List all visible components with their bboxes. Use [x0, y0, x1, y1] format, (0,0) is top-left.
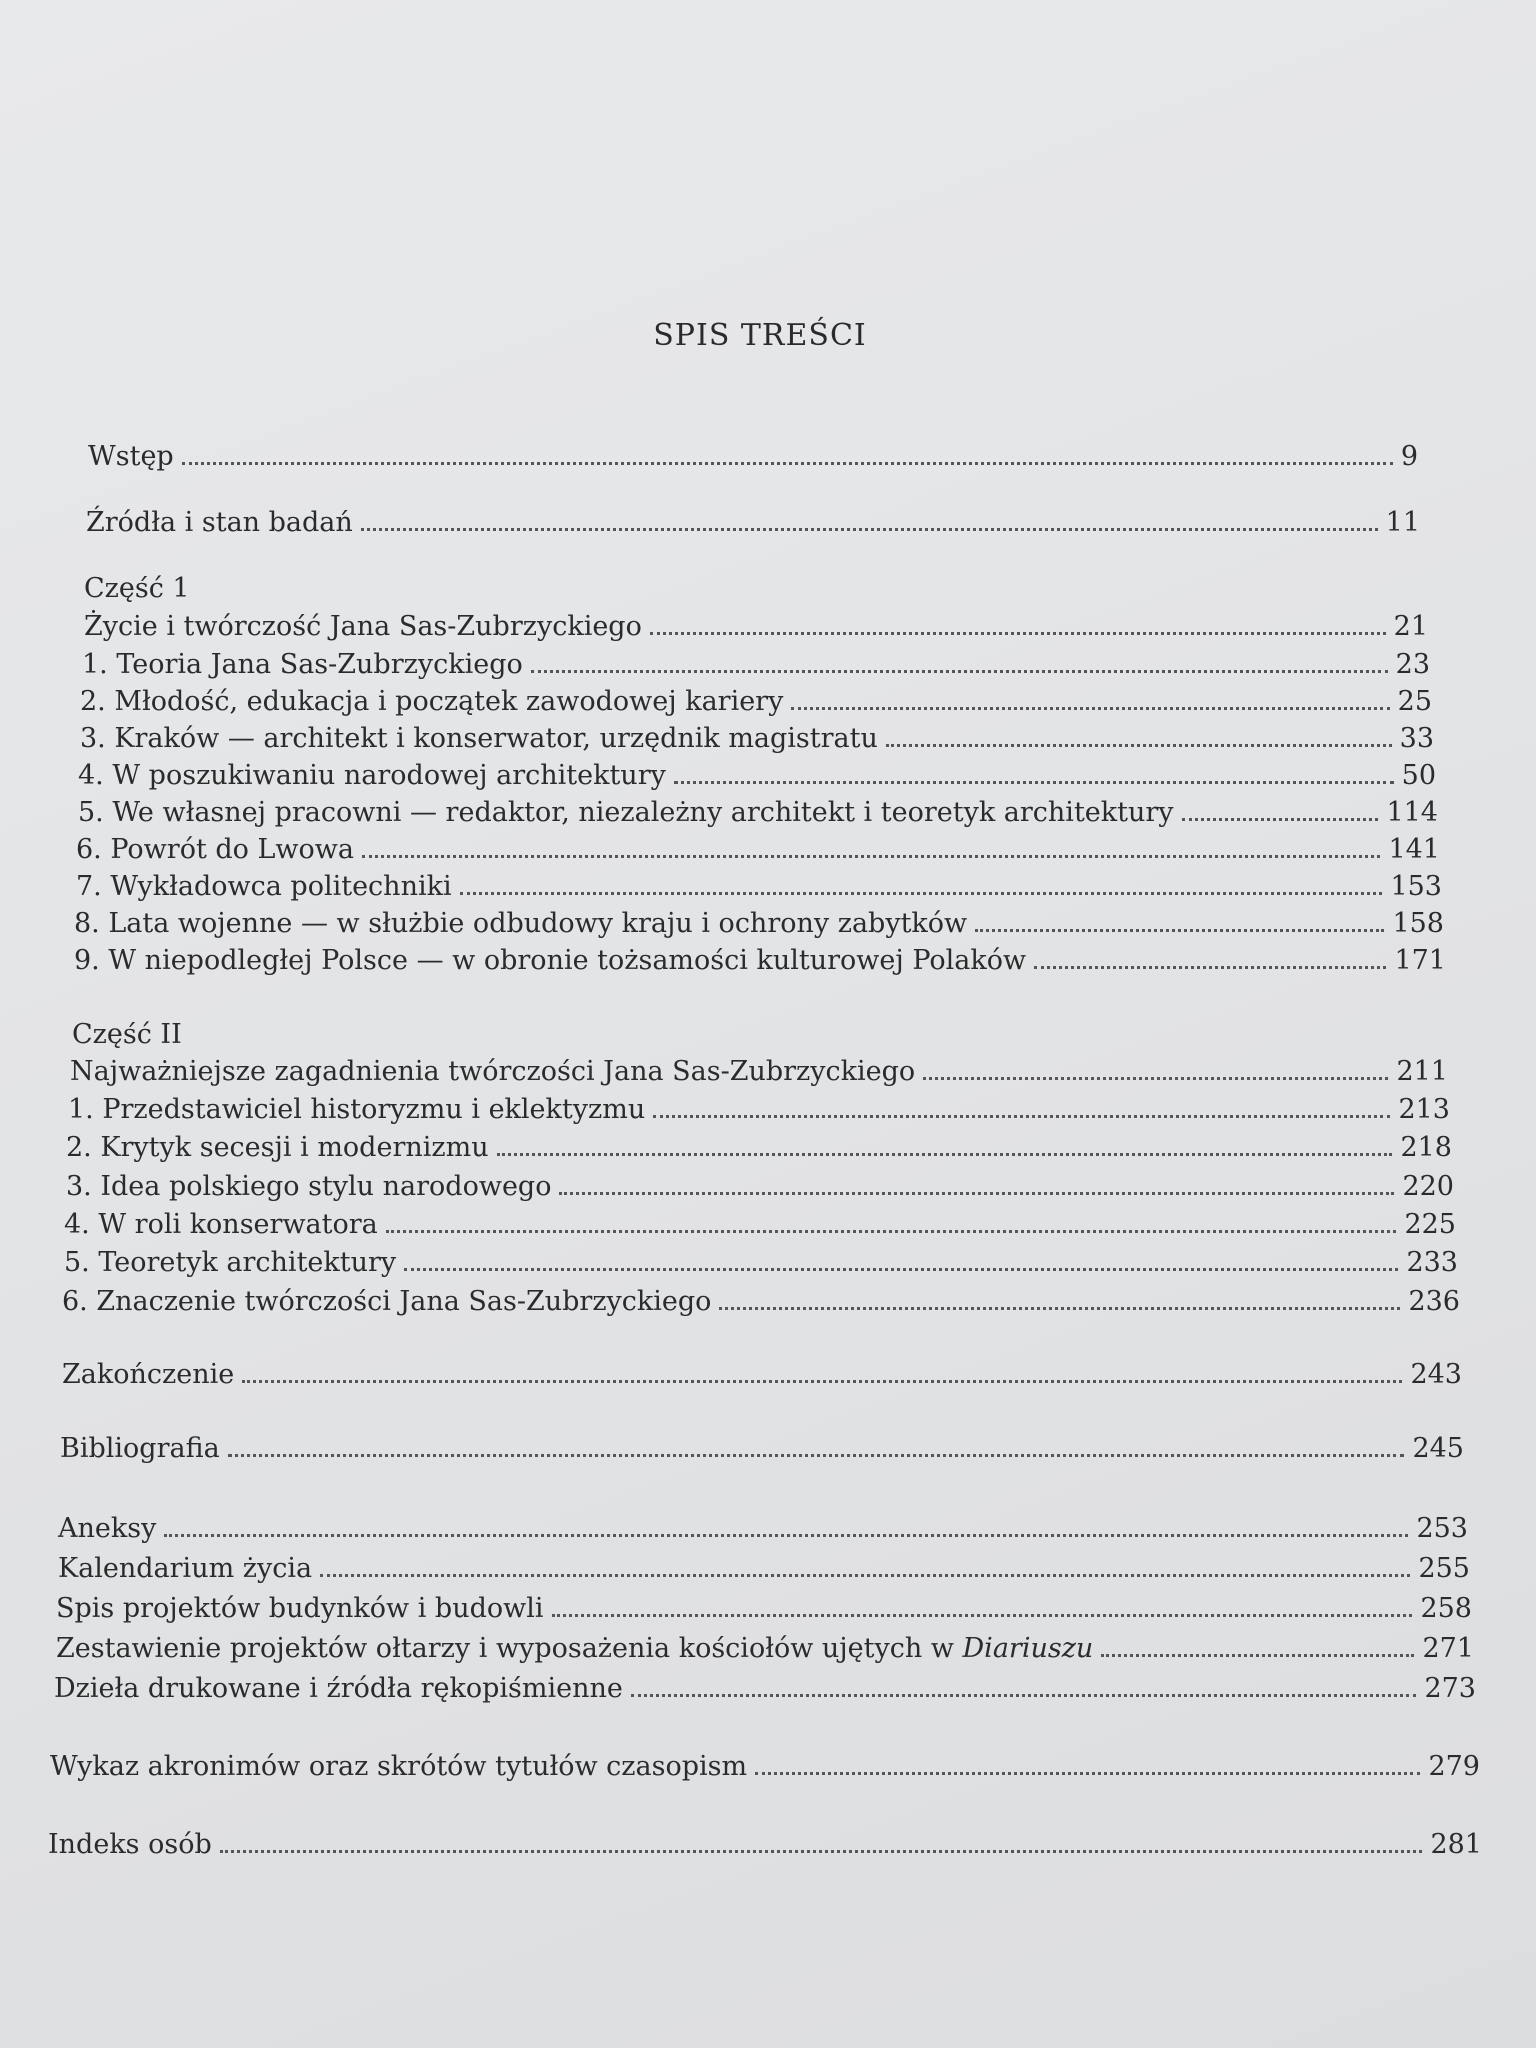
toc-entry-page: 220 [1402, 1171, 1454, 1202]
toc-entry-label: 5. Teoretyk architektury [64, 1247, 397, 1278]
dot-leader [361, 528, 1378, 531]
dot-leader [362, 855, 1380, 858]
toc-entry-page: 141 [1388, 834, 1440, 865]
dot-leader [1101, 1654, 1414, 1657]
toc-entry-label: Bibliografia [60, 1433, 220, 1464]
toc-entry-label: 4. W roli konserwatora [64, 1209, 378, 1240]
dot-leader [923, 1077, 1388, 1080]
toc-entry-page: 11 [1385, 507, 1420, 538]
toc-entry-label: Spis projektów budynków i budowli [56, 1593, 544, 1624]
toc-entry-page: 253 [1416, 1513, 1468, 1544]
dot-leader [631, 1694, 1417, 1697]
toc-entry-label: 6. Znaczenie twórczości Jana Sas-Zubrzyckiego [62, 1286, 712, 1317]
toc-entry-page: 255 [1418, 1553, 1470, 1584]
dot-leader [386, 1230, 1397, 1233]
toc-entry-label: Życie i twórczość Jana Sas-Zubrzyckiego [84, 611, 642, 642]
toc-entry [68, 1093, 1450, 1127]
dot-leader [886, 744, 1392, 747]
toc-entry [86, 506, 1420, 540]
toc-entry-label: 9. W niepodległej Polsce — w obronie tożsamości kulturowej Polaków [74, 945, 1027, 976]
toc-entry-page: 273 [1424, 1673, 1476, 1704]
dot-leader [552, 1614, 1413, 1617]
toc-entry-page: 279 [1428, 1751, 1480, 1782]
toc-entry-page: 33 [1399, 723, 1434, 754]
toc-entry [58, 1552, 1470, 1586]
toc-entry-page: 236 [1408, 1286, 1460, 1317]
toc-entry-page: 114 [1386, 797, 1438, 828]
toc-entry-label: Kalendarium życia [58, 1553, 313, 1584]
toc-entry-label: 1. Teoria Jana Sas-Zubrzyckiego [82, 649, 523, 680]
dot-leader [497, 1153, 1393, 1156]
toc-entry-page: 281 [1430, 1829, 1482, 1860]
toc-entry-page: 211 [1396, 1056, 1448, 1087]
dot-leader [674, 781, 1394, 784]
dot-leader [650, 632, 1386, 635]
dot-leader [228, 1454, 1405, 1457]
toc-entry [62, 1285, 1460, 1319]
toc-entry [60, 1432, 1464, 1466]
dot-leader [164, 1534, 1408, 1537]
toc-entry-page: 243 [1410, 1359, 1462, 1390]
toc-entry [74, 944, 1446, 978]
dot-leader [1182, 818, 1379, 821]
toc-entry-label: Dzieła drukowane i źródła rękopiśmienne [54, 1673, 623, 1704]
toc-entry [50, 1750, 1480, 1784]
toc-entry [70, 1055, 1448, 1089]
toc-entry-label: 6. Powrót do Lwowa [76, 834, 355, 865]
dot-leader [404, 1268, 1398, 1271]
toc-entry [76, 833, 1440, 867]
toc-entry-page: 25 [1397, 686, 1432, 717]
toc-entry-page: 23 [1395, 649, 1430, 680]
toc-entry-label: Najważniejsze zagadnienia twórczości Jana Sas-Zubrzyckiego [70, 1056, 916, 1087]
toc-entry [56, 1632, 1474, 1666]
dot-leader [220, 1850, 1423, 1853]
toc-entry-page: 245 [1412, 1433, 1464, 1464]
toc-entry [84, 610, 1428, 644]
toc-entry [88, 440, 1418, 474]
dot-leader [182, 462, 1393, 465]
toc-entry-label-text: Zestawienie projektów ołtarzy i wyposażenia kościołów ujętych w [56, 1633, 963, 1664]
dot-leader [531, 670, 1388, 673]
toc-entry [54, 1672, 1476, 1706]
dot-leader [719, 1307, 1400, 1310]
dot-leader [755, 1772, 1420, 1775]
toc-entry [82, 648, 1430, 682]
toc-entry-page: 50 [1401, 760, 1436, 791]
toc-entry [80, 722, 1434, 756]
dot-leader [559, 1192, 1394, 1195]
toc-entry [64, 1246, 1458, 1280]
toc-entry-label: 2. Krytyk secesji i modernizmu [66, 1132, 489, 1163]
toc-entry [64, 1208, 1456, 1242]
toc-entry [66, 1131, 1452, 1165]
dot-leader [653, 1115, 1390, 1118]
toc-entry-label: 7. Wykładowca politechniki [76, 871, 452, 902]
dot-leader [1034, 966, 1386, 969]
toc-entry [78, 759, 1436, 793]
toc-entry-label: Źródła i stan badań [86, 507, 353, 538]
dot-leader [460, 892, 1383, 895]
dot-leader [320, 1574, 1410, 1577]
toc-entry-label: 5. We własnej pracowni — redaktor, niezależny architekt i teoretyk architektury [78, 797, 1174, 828]
toc-entry-page: 218 [1400, 1132, 1452, 1163]
toc-entry-label: 8. Lata wojenne — w służbie odbudowy kraju i ochrony zabytków [74, 908, 968, 939]
toc-entry-page: 213 [1398, 1094, 1450, 1125]
toc-entry [78, 796, 1438, 830]
toc-entry [80, 685, 1432, 719]
toc-entry-page: 225 [1404, 1209, 1456, 1240]
toc-entry-label: Aneksy [58, 1513, 157, 1544]
dot-leader [791, 707, 1389, 710]
toc-entry [56, 1592, 1472, 1626]
toc-entry-label: 2. Młodość, edukacja i początek zawodowej kariery [80, 686, 784, 717]
toc-entry [58, 1512, 1468, 1546]
part-heading: Część II [72, 1019, 182, 1050]
toc-entry-label: Zakończenie [62, 1359, 235, 1390]
part-heading: Część 1 [84, 573, 190, 604]
toc-entry-label: Indeks osób [48, 1829, 212, 1860]
toc-entry [62, 1358, 1462, 1392]
toc-entry-label: 4. W poszukiwaniu narodowej architektury [78, 760, 666, 791]
toc-entry-page: 271 [1422, 1633, 1474, 1664]
toc-entry-page: 258 [1420, 1593, 1472, 1624]
toc-entry-label: 1. Przedstawiciel historyzmu i eklektyzmu [68, 1094, 646, 1125]
dot-leader [975, 929, 1384, 932]
page-title: SPIS TREŚCI [653, 318, 867, 353]
toc-entry-label-italic: Diariuszu [962, 1633, 1094, 1664]
toc-entry-label [56, 1632, 1101, 1666]
toc-entry-page: 21 [1393, 611, 1428, 642]
toc-entry [76, 870, 1442, 904]
toc-entry-page: 153 [1390, 871, 1442, 902]
toc-entry [74, 907, 1444, 941]
toc-entry-label: Wykaz akronimów oraz skrótów tytułów czasopism [50, 1751, 748, 1782]
toc-entry-page: 233 [1406, 1247, 1458, 1278]
toc-entry-page: 158 [1392, 908, 1444, 939]
dot-leader [242, 1380, 1402, 1383]
toc-entry [66, 1170, 1454, 1204]
toc-entry-label: 3. Idea polskiego stylu narodowego [66, 1171, 552, 1202]
toc-entry [48, 1828, 1482, 1862]
toc-entry-page: 9 [1400, 441, 1418, 472]
toc-entry-page: 171 [1394, 945, 1446, 976]
toc-entry-label: Wstęp [88, 441, 174, 472]
toc-entry-label: 3. Kraków — architekt i konserwator, urzędnik magistratu [80, 723, 878, 754]
